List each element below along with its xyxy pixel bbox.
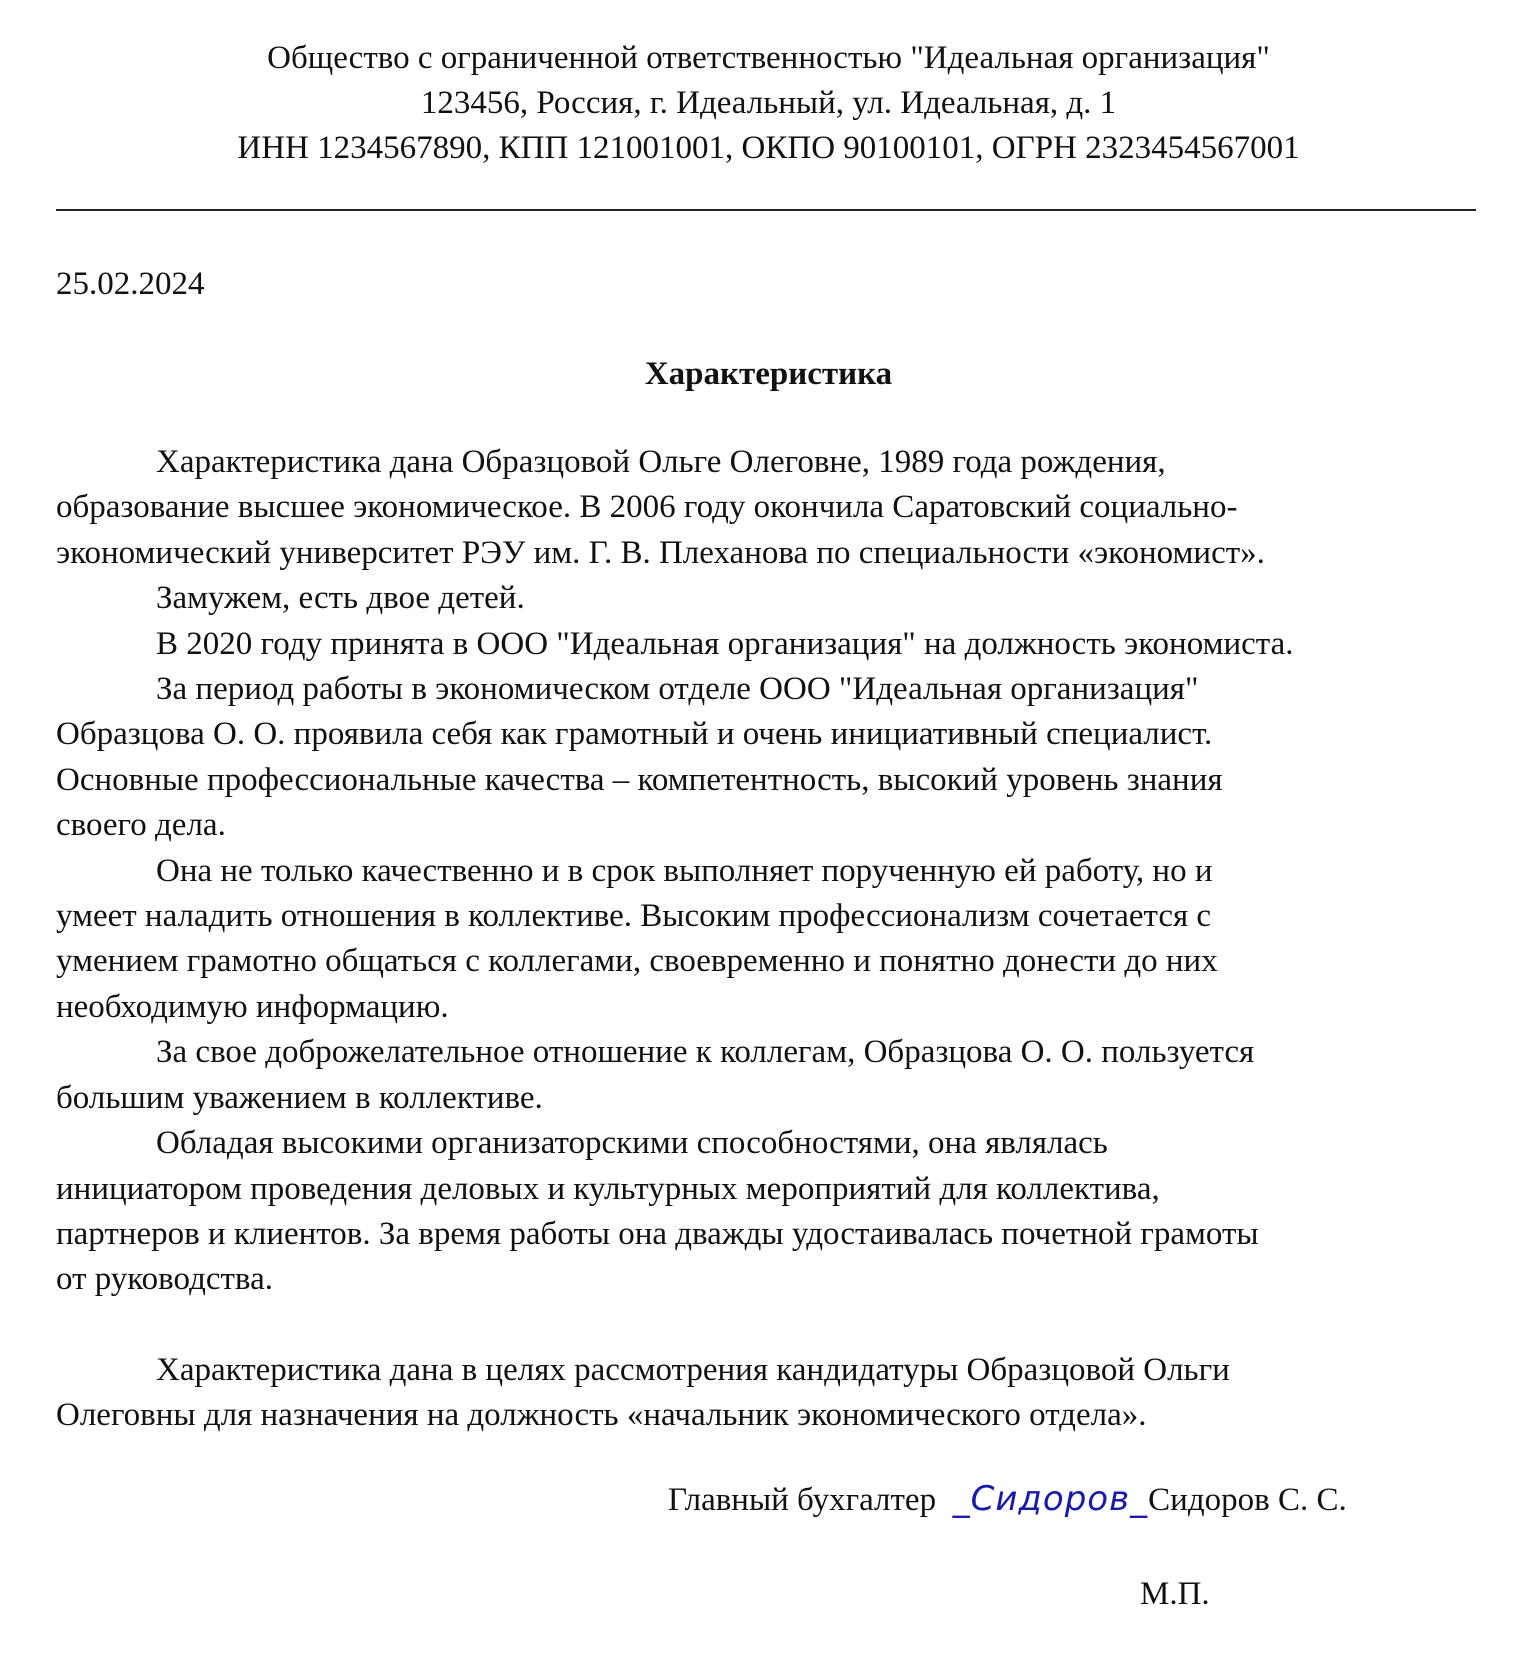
document-body [56, 440, 1501, 1439]
document-title: Характеристика [644, 356, 893, 392]
signer-position: Главный бухгалтер [668, 1482, 937, 1518]
text-line: Характеристика дана в целях рассмотрения кандидатуры Образцовой Ольги [156, 1351, 1230, 1388]
closing-paragraph [56, 1348, 1501, 1439]
text-line: Олеговны для назначения на должность «начальник экономического отдела». [56, 1397, 1147, 1434]
text-line: Обладая высокими организаторскими способностями, она являлась [156, 1125, 1108, 1162]
paragraph [56, 622, 1501, 667]
paragraph [56, 576, 1501, 621]
paragraph [56, 1121, 1501, 1303]
signer-name: Сидоров С. С. [1148, 1482, 1347, 1518]
handwritten-signature: _Сидоров_ [952, 1479, 1149, 1519]
text-line: партнеров и клиентов. За время работы она дважды удостаивалась почетной грамоты [56, 1215, 1259, 1252]
stamp-placeholder: М.П. [1140, 1576, 1210, 1612]
text-line: За период работы в экономическом отделе ООО "Идеальная организация" [156, 671, 1199, 708]
text-line: своего дела. [56, 807, 226, 844]
text-line: умеет наладить отношения в коллективе. Высоким профессионализм сочетается с [56, 898, 1212, 935]
paragraph [56, 667, 1501, 849]
text-line: Она не только качественно и в срок выполняет порученную ей работу, но и [156, 852, 1213, 889]
signature-block [668, 1477, 1347, 1523]
document-date: 25.02.2024 [56, 266, 205, 302]
spacer [56, 1303, 1501, 1348]
paragraph [56, 849, 1501, 1031]
text-line: Замужем, есть двое детей. [156, 580, 525, 617]
text-line: Характеристика дана Образцовой Ольге Олеговне, 1989 года рождения, [156, 444, 1166, 480]
text-line: Образцова О. О. проявила себя как грамотный и очень инициативный специалист. [56, 716, 1213, 753]
paragraph [56, 1030, 1501, 1121]
company-address: 123456, Россия, г. Идеальный, ул. Идеальная, д. 1 [420, 85, 1117, 121]
text-line: экономический университет РЭУ им. Г. В. Плеханова по специальности «экономист». [56, 534, 1265, 571]
text-line: За свое доброжелательное отношение к коллегам, Образцова О. О. пользуется [156, 1034, 1255, 1071]
paragraph [56, 440, 1501, 576]
company-name: Общество с ограниченной ответственностью "Идеальная организация" [267, 40, 1270, 76]
text-line: умением грамотно общаться с коллегами, своевременно и понятно донести до них [56, 943, 1218, 980]
company-registration: ИНН 1234567890, КПП 121001001, ОКПО 90100101, ОГРН 2323454567001 [237, 130, 1300, 166]
text-line: от руководства. [56, 1261, 273, 1298]
letterhead-divider [56, 209, 1476, 211]
text-line: инициатором проведения деловых и культурных мероприятий для коллектива, [56, 1170, 1160, 1207]
text-line: Основные профессиональные качества – компетентность, высокий уровень знания [56, 761, 1223, 798]
letterhead [0, 36, 1537, 171]
text-line: большим уважением в коллективе. [56, 1079, 543, 1116]
text-line: необходимую информацию. [56, 988, 449, 1025]
text-line: образование высшее экономическое. В 2006 году окончила Саратовский социально- [56, 489, 1238, 526]
text-line: В 2020 году принята в ООО "Идеальная организация" на должность экономиста. [156, 625, 1294, 662]
